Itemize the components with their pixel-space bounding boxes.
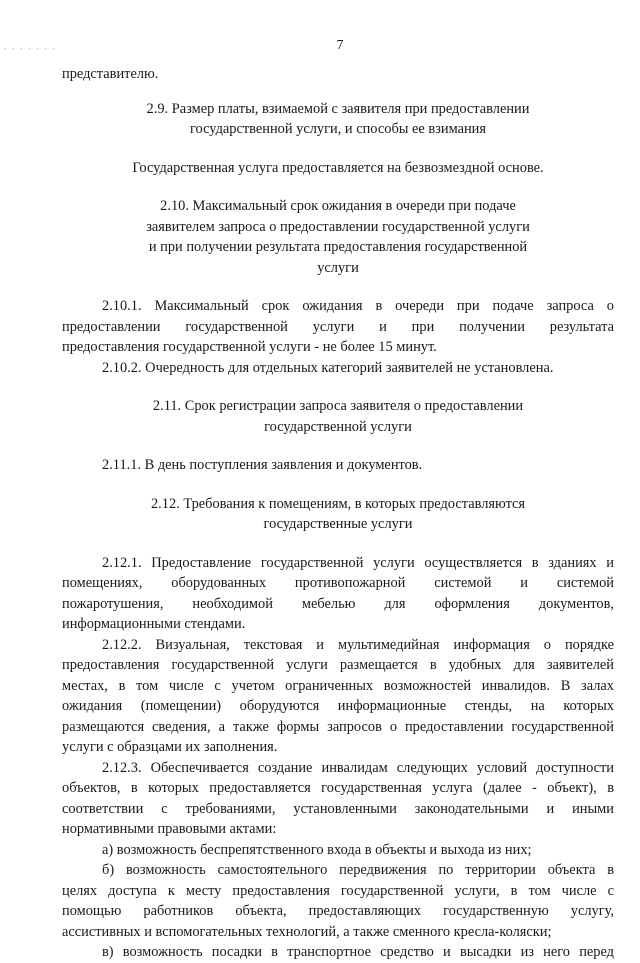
text-line: предоставления государственной услуги - не более 15 минут. [62, 339, 437, 355]
text-line: представителю. [62, 66, 159, 82]
text-line: помощью работников объекта, предоставляющих государственную услугу, [62, 903, 614, 919]
text-line: предоставлении государственной услуги и при получении результата [62, 318, 614, 335]
section-heading-2-11 [62, 396, 614, 437]
heading-line: государственной услуги [264, 418, 412, 435]
text-line: в) возможность посадки в транспортное средство и высадки из него перед [102, 944, 614, 960]
document-body [62, 64, 614, 963]
heading-line: 2.10. Максимальный срок ожидания в очереди при подаче [160, 198, 516, 214]
section-heading-2-10 [62, 196, 614, 278]
paragraph-2-10-1 [62, 296, 614, 358]
text-line: услуги с образцами их заполнения. [62, 739, 278, 755]
heading-line: услуги [317, 259, 359, 276]
heading-line: государственные услуги [263, 516, 413, 532]
section-heading-2-9 [62, 99, 614, 140]
text-line: местах, в том числе с учетом ограниченных возможностей инвалидов. В залах [62, 677, 614, 694]
text-line: соответствии с требованиями, установленными законодательными и иными [62, 800, 614, 817]
paragraph-2-9: Государственная услуга предоставляется на безвозмездной основе. [132, 159, 544, 176]
section-heading-2-12 [62, 494, 614, 535]
text-line: б) возможность самостоятельного передвижения по территории объекта в [102, 862, 614, 878]
heading-line: заявителем запроса о предоставлении государственной услуги [146, 218, 530, 235]
text-line: пожаротушения, необходимой мебелью для оформления документов, [62, 595, 614, 612]
text-line: ожидания (помещении) оборудуются информационные стенды, на которых [62, 698, 614, 714]
text-line: размещаются сведения, а также формы запросов о предоставлении государственной [62, 718, 614, 735]
heading-line: 2.9. Размер платы, взимаемой с заявителя при предоставлении [146, 100, 530, 117]
text-line: ассистивных и вспомогательных технологий, а также сменного кресла-коляски; [62, 923, 552, 940]
list-item-v [62, 942, 614, 963]
text-line: 2.12.3. Обеспечивается создание инвалидам следующих условий доступности [102, 759, 614, 776]
paragraph-2-12-2 [62, 635, 614, 758]
text-line: 2.10.1. Максимальный срок ожидания в очереди при подаче запроса о [102, 298, 614, 314]
list-item-a: а) возможность беспрепятственного входа в объекты и выхода из них; [102, 841, 532, 858]
text-line: 2.12.2. Визуальная, текстовая и мультимедийная информация о порядке [102, 636, 614, 653]
text-line: 2.12.1. Предоставление государственной услуги осуществляется в зданиях и [102, 554, 614, 571]
text-line: помещениях, оборудованных противопожарной системой и системой [62, 575, 614, 591]
page-number: 7 [336, 38, 344, 53]
text-line: информационными стендами. [62, 616, 246, 632]
heading-line: 2.11. Срок регистрации запроса заявителя о предоставлении [152, 398, 524, 414]
text-line: предоставления государственной услуги размещается в удобных для заявителей [62, 657, 614, 673]
heading-line: государственной услуги, и способы ее взимания [190, 121, 486, 137]
paragraph-2-12-3 [62, 758, 614, 840]
text-line: целях доступа к месту предоставления государственной услуги, в том числе с [62, 882, 614, 899]
list-item-b [62, 860, 614, 942]
text-line: объектов, в которых предоставляется государственная услуга (далее - объект), в [62, 780, 614, 796]
heading-line: и при получении результата предоставления государственной [148, 239, 528, 255]
heading-line: 2.12. Требования к помещениям, в которых предоставляются [150, 495, 526, 512]
paragraph-2-12-1 [62, 553, 614, 635]
text-line: нормативными правовыми актами: [62, 821, 277, 837]
paragraph-2-11-1: 2.11.1. В день поступления заявления и документов. [102, 457, 423, 473]
paragraph-2-10-2: 2.10.2. Очередность для отдельных категорий заявителей не установлена. [102, 359, 554, 376]
scan-marks: · · · · · · · [4, 45, 57, 53]
